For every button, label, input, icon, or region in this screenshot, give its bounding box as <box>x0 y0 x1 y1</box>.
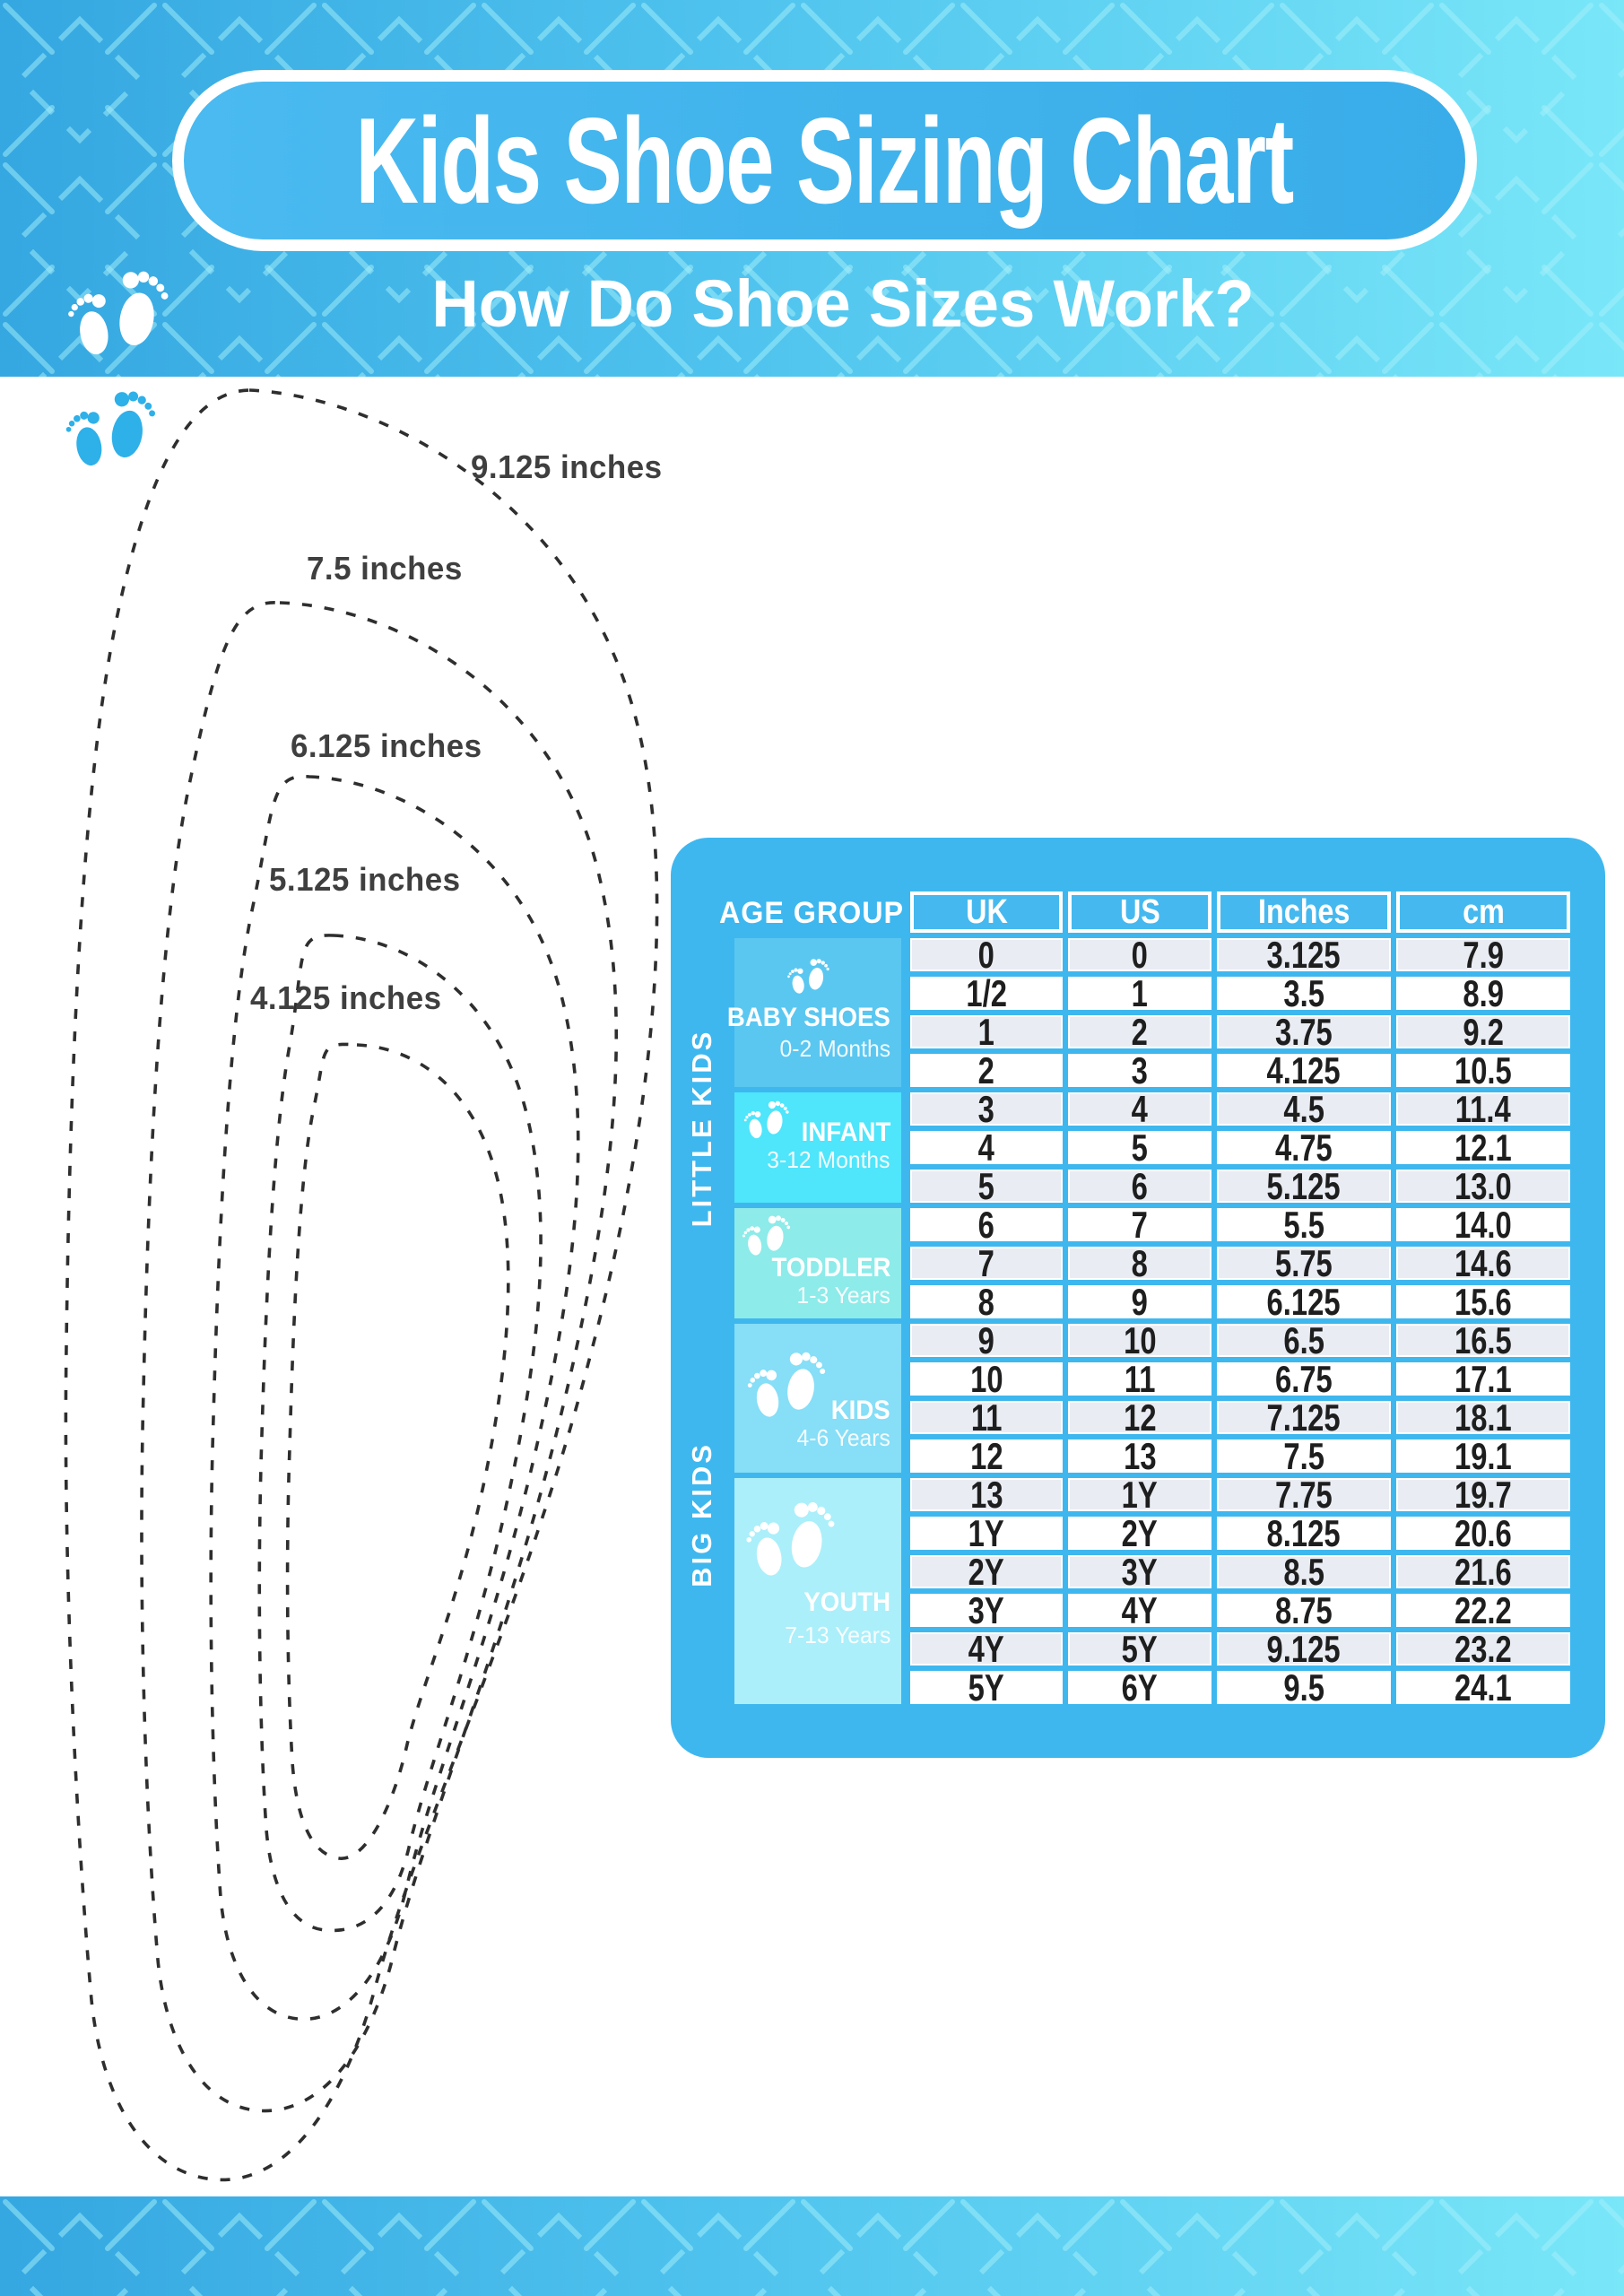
table-cell <box>1217 1088 1391 1130</box>
footprints-icon <box>63 257 183 368</box>
table-cell-value: 1Y <box>1121 1474 1159 1516</box>
table-cell-value: 3.5 <box>1283 972 1324 1014</box>
table-cell <box>1068 1512 1211 1554</box>
table-cell-value: 23.2 <box>1455 1628 1512 1670</box>
table-cell <box>1396 1628 1570 1670</box>
table-cell <box>910 1011 1063 1053</box>
table-cell <box>1396 1512 1570 1554</box>
table-cell <box>1068 1242 1211 1284</box>
table-cell <box>1217 1049 1391 1091</box>
table-cell <box>1396 1666 1570 1709</box>
table-cell <box>1396 1396 1570 1439</box>
table-cell <box>910 1165 1063 1207</box>
table-cell-value: 11.4 <box>1455 1088 1511 1130</box>
table-cell-value: 8 <box>977 1281 995 1323</box>
table-cell-value: 1 <box>977 1011 995 1053</box>
table-cell <box>1068 1396 1211 1439</box>
footprints-icon <box>743 1340 837 1428</box>
table-cell-value: 6 <box>977 1204 995 1246</box>
age-group-name: TODDLER <box>771 1253 890 1283</box>
age-group-column <box>726 938 901 1709</box>
table-cell-value: 24.1 <box>1455 1666 1512 1709</box>
table-cell <box>1217 1126 1391 1169</box>
table-cell-value: 4.125 <box>1266 1049 1341 1091</box>
column-header-label: cm <box>1462 892 1505 931</box>
table-cell-value: 2 <box>977 1049 995 1091</box>
table-cell <box>1217 934 1391 976</box>
table-cell-value: 3.75 <box>1275 1011 1333 1053</box>
table-cell-value: 5 <box>1131 1126 1149 1169</box>
table-cell-value: 17.1 <box>1455 1358 1512 1400</box>
table-cell-value: 1Y <box>968 1512 1005 1554</box>
table-cell <box>910 1242 1063 1284</box>
table-cell <box>1068 972 1211 1014</box>
table-cell-value: 19.7 <box>1455 1474 1512 1516</box>
column-header <box>1217 891 1391 933</box>
table-cell <box>910 1628 1063 1670</box>
footprints-icon <box>742 1094 795 1144</box>
table-cell-value: 6Y <box>1121 1666 1159 1709</box>
table-cell-value: 7.125 <box>1266 1396 1341 1439</box>
table-cell-value: 10 <box>1123 1319 1157 1361</box>
table-cell-value: 3 <box>1131 1049 1149 1091</box>
age-group-name: KIDS <box>831 1396 890 1425</box>
table-cell-value: 11 <box>1124 1358 1156 1400</box>
table-cell <box>1396 1589 1570 1631</box>
table-cell-value: 9.125 <box>1266 1628 1341 1670</box>
table-cell <box>910 934 1063 976</box>
table-cell <box>910 1204 1063 1246</box>
table-cell <box>1396 1474 1570 1516</box>
table-cell <box>1396 1126 1570 1169</box>
table-cell-value: 9.5 <box>1283 1666 1324 1709</box>
table-cell <box>1068 1049 1211 1091</box>
foot-outline-75 <box>142 603 616 2111</box>
table-cell <box>1217 1242 1391 1284</box>
table-cell <box>910 1281 1063 1323</box>
outline-label: 5.125 inches <box>269 861 461 898</box>
table-cell <box>910 1396 1063 1439</box>
table-cell <box>1068 1628 1211 1670</box>
header-banner <box>0 0 1624 377</box>
table-cell <box>910 1551 1063 1593</box>
table-cell <box>1217 1628 1391 1670</box>
table-cell-value: 5.5 <box>1283 1204 1324 1246</box>
age-group-range: 4-6 Years <box>796 1424 890 1451</box>
column-header <box>1068 891 1211 933</box>
column-header <box>910 891 1063 933</box>
table-cell-value: 18.1 <box>1455 1396 1512 1439</box>
footprints-icon <box>742 1489 847 1587</box>
table-cell-value: 10.5 <box>1455 1049 1512 1091</box>
table-cell-value: 3.125 <box>1266 934 1341 976</box>
page-title: Kids Shoe Sizing Chart <box>355 92 1294 229</box>
table-cell-value: 7.9 <box>1463 934 1504 976</box>
side-label-little-kids: LITTLE KIDS <box>686 1029 717 1228</box>
table-cell-value: 6.5 <box>1283 1319 1324 1361</box>
table-cell <box>910 1049 1063 1091</box>
table-cell <box>1217 1011 1391 1053</box>
age-group-range: 3-12 Months <box>767 1146 890 1173</box>
table-cell <box>910 1666 1063 1709</box>
table-cell <box>1217 1512 1391 1554</box>
table-cell <box>1217 1358 1391 1400</box>
table-cell <box>1217 972 1391 1014</box>
foot-outline-9125 <box>65 390 656 2179</box>
table-cell <box>910 1088 1063 1130</box>
table-cell-value: 7.75 <box>1275 1474 1333 1516</box>
table-cell-value: 15.6 <box>1455 1281 1512 1323</box>
table-cell <box>1217 1165 1391 1207</box>
foot-outline-4125 <box>288 1044 508 1858</box>
table-cell <box>910 1512 1063 1554</box>
table-cell <box>1396 934 1570 976</box>
table-cell-value: 9.2 <box>1463 1011 1504 1053</box>
table-cell <box>1068 1204 1211 1246</box>
table-cell <box>1396 1049 1570 1091</box>
outline-label: 4.125 inches <box>250 979 442 1016</box>
age-group-cell <box>734 1208 901 1318</box>
table-cell-value: 8 <box>1131 1242 1149 1284</box>
table-cell <box>1068 1474 1211 1516</box>
table-cell <box>1217 1589 1391 1631</box>
table-cell-value: 16.5 <box>1455 1319 1512 1361</box>
table-cell-value: 11 <box>970 1396 1003 1439</box>
table-cell-value: 14.0 <box>1455 1204 1512 1246</box>
age-group-header: AGE GROUP <box>719 896 904 930</box>
table-cell <box>1068 1165 1211 1207</box>
table-cell-value: 10 <box>969 1358 1003 1400</box>
table-cell-value: 1/2 <box>966 972 1007 1014</box>
diamond-pattern <box>0 2196 1624 2296</box>
table-cell-value: 12 <box>1123 1396 1157 1439</box>
outline-label: 6.125 inches <box>291 727 482 764</box>
table-cell <box>1217 1435 1391 1477</box>
table-cell-value: 20.6 <box>1455 1512 1512 1554</box>
age-group-cell <box>734 1092 901 1203</box>
table-cell <box>1217 1281 1391 1323</box>
table-cell <box>1396 1551 1570 1593</box>
table-cell-value: 6.125 <box>1266 1281 1341 1323</box>
table-cell <box>1068 1666 1211 1709</box>
table-cell <box>1068 1281 1211 1323</box>
table-cell <box>1396 1011 1570 1053</box>
table-cell <box>1396 1165 1570 1207</box>
footprints-icon <box>786 952 836 999</box>
table-cell-value: 2Y <box>1121 1512 1159 1554</box>
table-cell-value: 14.6 <box>1455 1242 1512 1284</box>
table-cell-value: 5 <box>977 1165 995 1207</box>
outline-label: 9.125 inches <box>471 448 663 485</box>
column-header-label: Inches <box>1257 892 1350 931</box>
table-cell-value: 0 <box>977 934 995 976</box>
table-cell <box>1217 1666 1391 1709</box>
table-cell-value: 3Y <box>968 1589 1005 1631</box>
side-label-big-kids: BIG KIDS <box>686 1442 717 1587</box>
column-header <box>1396 891 1570 933</box>
table-cell <box>1396 972 1570 1014</box>
table-cell-value: 5Y <box>1121 1628 1159 1670</box>
table-cell <box>1217 1474 1391 1516</box>
table-cell <box>1217 1551 1391 1593</box>
table-cell-value: 9 <box>1131 1281 1149 1323</box>
table-cell-value: 4 <box>1131 1088 1149 1130</box>
table-cell-value: 22.2 <box>1455 1589 1512 1631</box>
table-cell <box>910 1319 1063 1361</box>
age-group-range: 0-2 Months <box>779 1035 890 1062</box>
table-cell-value: 5Y <box>968 1666 1005 1709</box>
table-cell-value: 9 <box>977 1319 995 1361</box>
table-cell-value: 4.75 <box>1275 1126 1333 1169</box>
table-cell-value: 0 <box>1131 934 1149 976</box>
table-cell-value: 2Y <box>968 1551 1005 1593</box>
age-group-name: BABY SHOES <box>726 1003 890 1032</box>
table-cell <box>910 1435 1063 1477</box>
table-cell <box>910 1126 1063 1169</box>
foot-outline-6125 <box>211 777 578 2020</box>
footprints-icon <box>61 378 169 477</box>
footer-banner <box>0 2196 1624 2296</box>
table-cell-value: 4.5 <box>1283 1088 1324 1130</box>
title-box <box>172 70 1477 251</box>
subtitle-wrap <box>269 265 1417 342</box>
table-cell <box>1068 1358 1211 1400</box>
table-header-row <box>910 891 1570 933</box>
table-cell <box>1396 1242 1570 1284</box>
table-cell <box>1396 1358 1570 1400</box>
table-cell <box>1068 1551 1211 1593</box>
table-cell-value: 4Y <box>968 1628 1005 1670</box>
table-cell <box>1068 1088 1211 1130</box>
table-cell <box>1396 1088 1570 1130</box>
age-group-cell <box>734 1478 901 1704</box>
table-cell <box>910 1358 1063 1400</box>
table-cell-value: 12 <box>969 1435 1003 1477</box>
table-cell-value: 8.5 <box>1283 1551 1324 1593</box>
table-cell <box>1396 1204 1570 1246</box>
table-cell-value: 3Y <box>1121 1551 1159 1593</box>
page-subtitle: How Do Shoe Sizes Work? <box>431 266 1255 341</box>
table-cell-value: 8.9 <box>1463 972 1504 1014</box>
table-cell-value: 4Y <box>1121 1589 1159 1631</box>
table-cell-value: 21.6 <box>1455 1551 1512 1593</box>
table-cell-value: 8.125 <box>1266 1512 1341 1554</box>
table-cell <box>1217 1319 1391 1361</box>
age-group-name: INFANT <box>801 1118 890 1147</box>
table-cell <box>1396 1281 1570 1323</box>
table-cell-value: 5.125 <box>1266 1165 1341 1207</box>
table-cell <box>1068 1319 1211 1361</box>
table-cell <box>1396 1435 1570 1477</box>
table-cell-value: 4 <box>977 1126 995 1169</box>
table-cell-value: 13 <box>1123 1435 1157 1477</box>
table-cell <box>910 1474 1063 1516</box>
table-cell <box>1068 1011 1211 1053</box>
table-cell-value: 6 <box>1131 1165 1149 1207</box>
table-cell <box>1068 1126 1211 1169</box>
table-cell-value: 3 <box>977 1088 995 1130</box>
column-header-label: US <box>1119 892 1160 931</box>
age-group-range: 1-3 Years <box>796 1282 890 1309</box>
outline-label: 7.5 inches <box>307 550 463 587</box>
age-group-range: 7-13 Years <box>784 1622 890 1648</box>
table-cell-value: 2 <box>1131 1011 1149 1053</box>
table-grid <box>910 934 1570 1709</box>
table-cell-value: 8.75 <box>1275 1589 1333 1631</box>
table-cell-value: 12.1 <box>1455 1126 1512 1169</box>
age-group-cell <box>734 1324 901 1473</box>
table-cell <box>910 972 1063 1014</box>
table-cell-value: 5.75 <box>1275 1242 1333 1284</box>
table-cell-value: 7.5 <box>1283 1435 1324 1477</box>
table-cell-value: 6.75 <box>1275 1358 1333 1400</box>
table-cell <box>1068 934 1211 976</box>
table-cell <box>1396 1319 1570 1361</box>
table-cell-value: 13.0 <box>1455 1165 1512 1207</box>
table-cell <box>1217 1204 1391 1246</box>
table-cell-value: 19.1 <box>1455 1435 1512 1477</box>
age-group-name: YOUTH <box>803 1587 890 1617</box>
table-cell <box>1217 1396 1391 1439</box>
table-cell <box>910 1589 1063 1631</box>
column-header-label: UK <box>965 892 1008 931</box>
foot-outline-5125 <box>259 935 541 1931</box>
table-cell-value: 1 <box>1131 972 1149 1014</box>
table-cell-value: 7 <box>1131 1204 1149 1246</box>
table-cell <box>1068 1435 1211 1477</box>
age-group-cell <box>726 938 901 1087</box>
table-cell-value: 7 <box>977 1242 995 1284</box>
table-cell <box>1068 1589 1211 1631</box>
table-cell-value: 13 <box>969 1474 1003 1516</box>
